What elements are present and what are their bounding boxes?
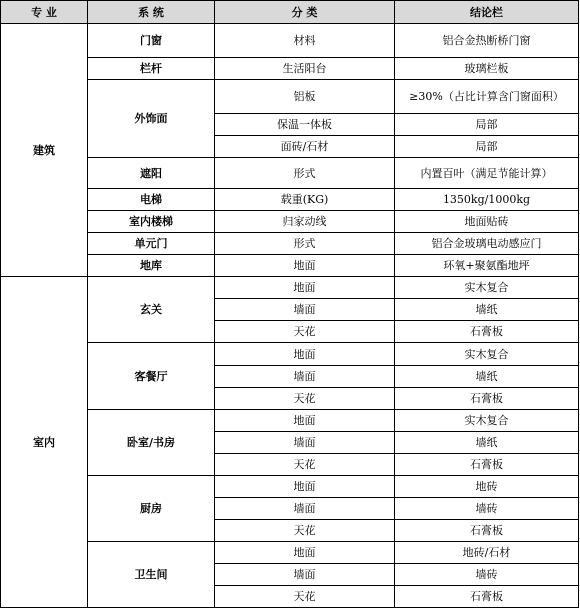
table-row (1, 409, 579, 431)
conclusion-cell: 玻璃栏板 (395, 58, 579, 80)
conclusion-cell: ≥30%（占比计算含门窗面积） (395, 80, 579, 114)
category-cell: 墙面 (215, 431, 395, 453)
category-cell: 保温一体板 (215, 114, 395, 136)
system-cell: 门窗 (88, 24, 215, 58)
header-category: 分 类 (215, 1, 395, 24)
conclusion-cell: 墙纸 (395, 299, 579, 321)
category-cell: 天花 (215, 321, 395, 343)
system-cell: 玄关 (88, 277, 215, 343)
conclusion-cell: 墙纸 (395, 365, 579, 387)
table-row (1, 475, 579, 497)
category-cell: 地面 (215, 409, 395, 431)
header-system: 系 统 (88, 1, 215, 24)
system-cell: 栏杆 (88, 58, 215, 80)
category-cell: 生活阳台 (215, 58, 395, 80)
conclusion-cell: 石膏板 (395, 321, 579, 343)
conclusion-cell: 地砖/石材 (395, 541, 579, 563)
system-cell: 厨房 (88, 475, 215, 541)
table-row (1, 80, 579, 114)
conclusion-cell: 石膏板 (395, 519, 579, 541)
system-cell: 单元门 (88, 233, 215, 255)
system-cell: 室内楼梯 (88, 211, 215, 233)
conclusion-cell: 局部 (395, 114, 579, 136)
category-cell: 地面 (215, 343, 395, 365)
system-cell: 电梯 (88, 189, 215, 211)
system-cell: 外饰面 (88, 80, 215, 158)
category-cell: 面砖/石材 (215, 136, 395, 158)
conclusion-cell: 地面贴砖 (395, 211, 579, 233)
conclusion-cell: 铝合金玻璃电动感应门 (395, 233, 579, 255)
category-cell: 墙面 (215, 563, 395, 585)
category-cell: 形式 (215, 233, 395, 255)
major-cell: 建筑 (1, 24, 88, 277)
category-cell: 墙面 (215, 497, 395, 519)
category-cell: 地面 (215, 277, 395, 299)
category-cell: 天花 (215, 387, 395, 409)
category-cell: 材料 (215, 24, 395, 58)
table-row (1, 58, 579, 80)
category-cell: 墙面 (215, 299, 395, 321)
system-cell: 卫生间 (88, 541, 215, 607)
conclusion-cell: 实木复合 (395, 343, 579, 365)
conclusion-cell: 墙纸 (395, 431, 579, 453)
table-row (1, 343, 579, 365)
table-row (1, 255, 579, 277)
conclusion-cell: 1350kg/1000kg (395, 189, 579, 211)
category-cell: 墙面 (215, 365, 395, 387)
header-major: 专 业 (1, 1, 88, 24)
category-cell: 载重(KG) (215, 189, 395, 211)
header-row (1, 1, 579, 24)
table-row (1, 189, 579, 211)
conclusion-cell: 石膏板 (395, 585, 579, 607)
table-row (1, 277, 579, 299)
conclusion-cell: 实木复合 (395, 409, 579, 431)
table-row (1, 211, 579, 233)
system-cell: 客餐厅 (88, 343, 215, 409)
conclusion-cell: 环氧+聚氨酯地坪 (395, 255, 579, 277)
major-cell: 室内 (1, 277, 88, 608)
conclusion-cell: 内置百叶（满足节能计算） (395, 158, 579, 189)
conclusion-cell: 墙砖 (395, 497, 579, 519)
system-cell: 遮阳 (88, 158, 215, 189)
category-cell: 地面 (215, 541, 395, 563)
table-row (1, 158, 579, 189)
header-conclusion: 结论栏 (395, 1, 579, 24)
spec-table-body (1, 1, 579, 608)
conclusion-cell: 石膏板 (395, 387, 579, 409)
conclusion-cell: 实木复合 (395, 277, 579, 299)
category-cell: 铝板 (215, 80, 395, 114)
system-cell: 地库 (88, 255, 215, 277)
table-row (1, 233, 579, 255)
category-cell: 地面 (215, 475, 395, 497)
conclusion-cell: 石膏板 (395, 453, 579, 475)
category-cell: 天花 (215, 519, 395, 541)
conclusion-cell: 局部 (395, 136, 579, 158)
conclusion-cell: 铝合金热断桥门窗 (395, 24, 579, 58)
table-row (1, 541, 579, 563)
conclusion-cell: 墙砖 (395, 563, 579, 585)
category-cell: 天花 (215, 585, 395, 607)
category-cell: 天花 (215, 453, 395, 475)
system-cell: 卧室/书房 (88, 409, 215, 475)
category-cell: 地面 (215, 255, 395, 277)
category-cell: 形式 (215, 158, 395, 189)
table-row (1, 24, 579, 58)
conclusion-cell: 地砖 (395, 475, 579, 497)
category-cell: 归家动线 (215, 211, 395, 233)
